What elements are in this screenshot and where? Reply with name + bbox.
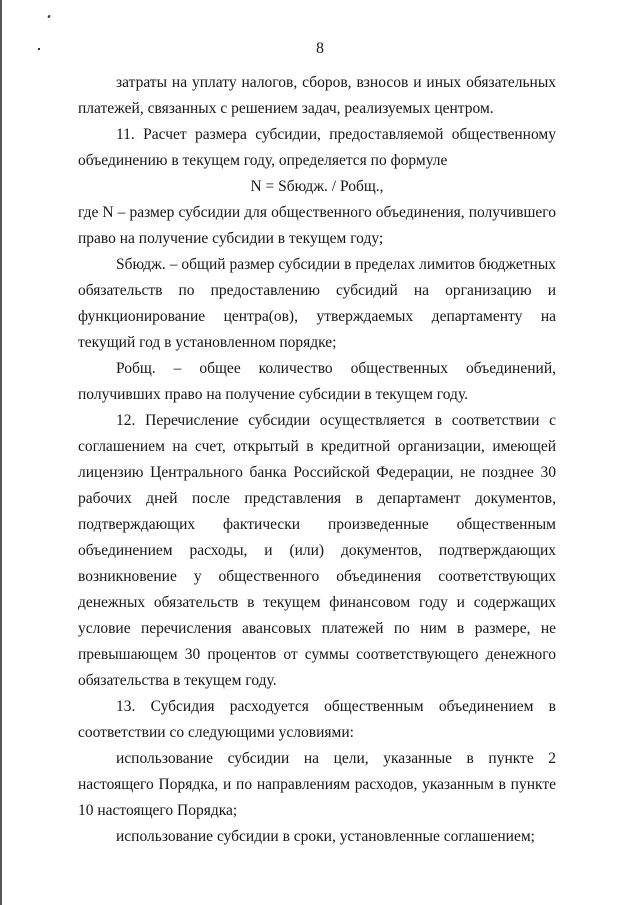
- page-number: 8: [316, 40, 324, 57]
- paragraph-n-definition: где N – размер субсидии для общественного объединения, получившего право на получение субсидии в текущем году;: [78, 204, 556, 247]
- document-body: [78, 70, 556, 850]
- subsidy-formula: N = Sбюдж. / Робщ.,: [250, 178, 384, 195]
- paragraph-13: 13. Субсидия расходуется общественным объединением в соответствии со следующими условиями:: [78, 698, 556, 741]
- condition-terms: использование субсидии в сроки, установленные соглашением;: [116, 828, 535, 845]
- condition-purpose: использование субсидии на цели, указанные в пункте 2 настоящего Порядка, и по направлениям расходов, указанным в пункте 10 настоящего Порядка;: [78, 750, 556, 819]
- paragraph-taxes: затраты на уплату налогов, сборов, взносов и иных обязательных платежей, связанных с решением задач, реализуемых центром.: [78, 74, 556, 117]
- scan-speck: [47, 15, 50, 19]
- paragraph-sbudget-definition: Sбюдж. – общий размер субсидии в пределах лимитов бюджетных обязательств по предоставлению субсидий на организацию и функционирование центра(ов), утверждаемых департаменту на текущий год в установленном порядке;: [78, 256, 556, 351]
- paragraph-11: 11. Расчет размера субсидии, предоставляемой общественному объединению в текущем году, определяется по формуле: [78, 126, 556, 169]
- paragraph-12: 12. Перечисление субсидии осуществляется в соответствии с соглашением на счет, открытый в кредитной организации, имеющей лицензию Центрального банка Российской Федерации, не позднее 30 рабочих дней после представления в департамент документов, подтверждающих фактически произведенные общественным объединением расходы, и (или) документов, подтверждающих возникновение у общественного объединения соответствующих денежных обязательств в текущем финансовом году и содержащих условие перечисления авансовых платежей по ним в размере, не превышающем 30 процентов от суммы соответствующего денежного обязательства в текущем году.: [78, 412, 556, 689]
- scan-edge-line: [0, 0, 2, 905]
- paragraph-rtotal-definition: Робщ. – общее количество общественных объединений, получивших право на получение субсидии в текущем году.: [78, 360, 556, 403]
